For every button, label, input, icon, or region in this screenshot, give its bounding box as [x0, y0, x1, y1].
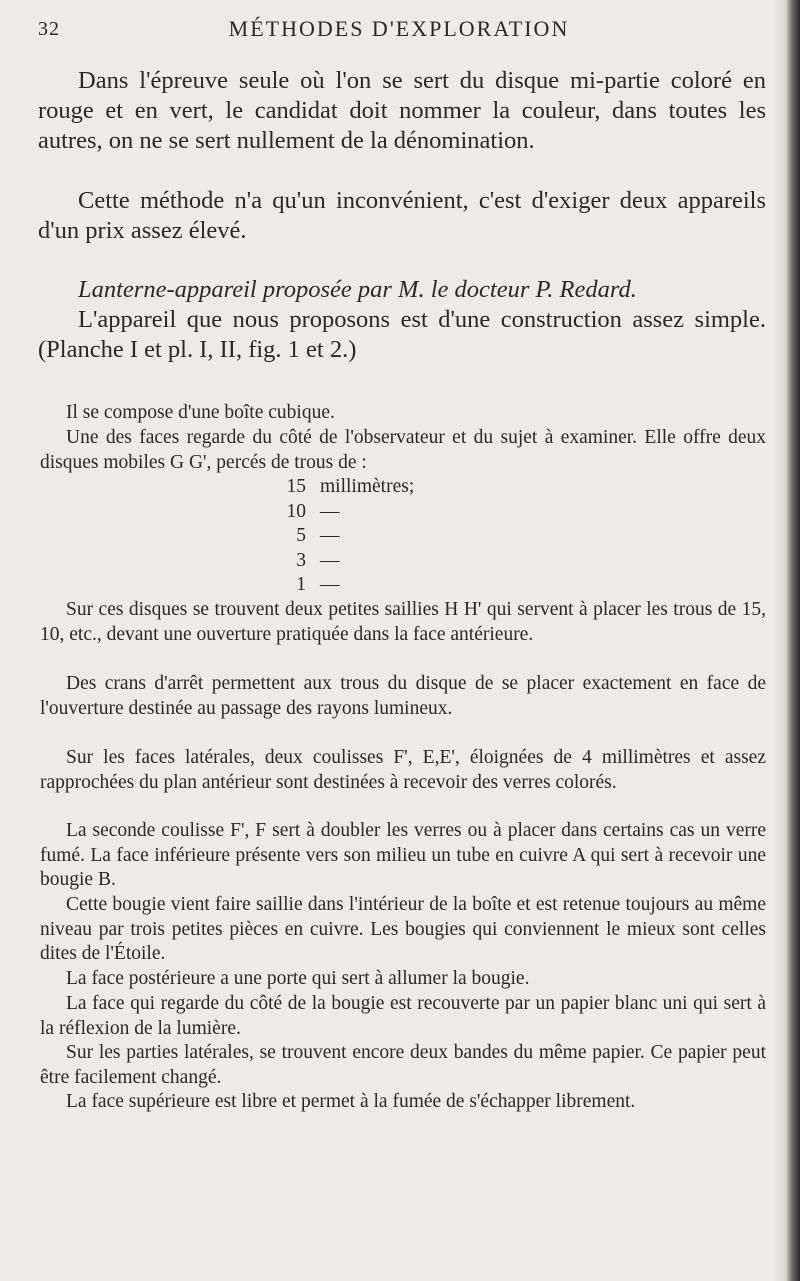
list-number: 5	[296, 525, 306, 547]
body-paragraph-1: Il se compose d'une boîte cubique.	[66, 402, 335, 423]
body-paragraph-11: La face supérieure est libre et permet à la fumée de s'échapper librement.	[66, 1091, 636, 1112]
list-unit: —	[320, 525, 340, 547]
running-head: MÉTHODES D'EXPLORATION	[228, 16, 570, 41]
intro-paragraph-1: Dans l'épreuve seule où l'on se sert du disque mi-partie coloré en rouge et en vert, le candidat doit nommer la couleur, dans toutes les autres, on ne se sert nullement de la dénomination.	[38, 67, 766, 154]
list-item	[280, 475, 414, 500]
intro-paragraph-3: L'appareil que nous proposons est d'une construction assez simple. (Planche I et pl. I, II, fig. 1 et 2.)	[38, 306, 766, 363]
list-number: 10	[286, 500, 306, 522]
page-header	[38, 12, 760, 52]
body-paragraph-10: Sur les parties latérales, se trouvent encore deux bandes du même papier. Ce papier peut être facilement changé.	[40, 1042, 766, 1088]
page-number: 32	[38, 18, 60, 40]
section-heading-paragraph	[38, 275, 766, 305]
list-number: 1	[296, 574, 306, 596]
list-number: 15	[286, 476, 306, 497]
list-unit: —	[320, 549, 340, 571]
list-item	[280, 549, 414, 574]
page-edge-shadow	[774, 0, 800, 1281]
list-unit: millimètres;	[320, 476, 415, 497]
body-paragraph-3: Sur ces disques se trouvent deux petites saillies H H' qui servent à placer les trous de 15, 10, etc., devant une ouverture pratiquée dans la face antérieure.	[40, 599, 766, 645]
body-paragraph-9: La face qui regarde du côté de la bougie est recouverte par un papier blanc uni qui sert à la réflexion de la lumière.	[40, 993, 766, 1039]
body-paragraph-8: La face postérieure a une porte qui sert à allumer la bougie.	[66, 968, 530, 989]
hole-size-list	[280, 475, 414, 598]
body-paragraph-5: Sur les faces latérales, deux coulisses F', E,E', éloignées de 4 millimètres et assez rapprochées du plan antérieur sont destinées à recevoir des verres colorés.	[40, 747, 766, 793]
list-unit: —	[320, 574, 340, 596]
body-paragraph-2: Une des faces regarde du côté de l'observateur et du sujet à examiner. Elle offre deux disques mobiles G G', percés de trous de :	[40, 427, 766, 473]
body-paragraph-6: La seconde coulisse F', F sert à doubler les verres ou à placer dans certains cas un verre fumé. La face inférieure présente vers son milieu un tube en cuivre A qui sert à recevoir une bougie B.	[40, 820, 766, 891]
list-unit: —	[320, 500, 340, 522]
section-title: Lanterne-appareil proposée par M. le docteur P. Redard.	[78, 276, 637, 303]
list-item	[280, 524, 414, 549]
list-item	[280, 500, 414, 525]
list-number: 3	[296, 549, 306, 571]
intro-paragraph-2: Cette méthode n'a qu'un inconvénient, c'est d'exiger deux appareils d'un prix assez élevé.	[38, 187, 766, 244]
list-item	[280, 573, 414, 598]
body-paragraph-7: Cette bougie vient faire saillie dans l'intérieur de la boîte et est retenue toujours au même niveau par trois petites pièces en cuivre. Les bougies qui conviennent le mieux sont celles dites de l'Étoile.	[40, 894, 766, 965]
body-paragraph-4: Des crans d'arrêt permettent aux trous du disque de se placer exactement en face de l'ouverture destinée au passage des rayons lumineux.	[40, 673, 766, 719]
